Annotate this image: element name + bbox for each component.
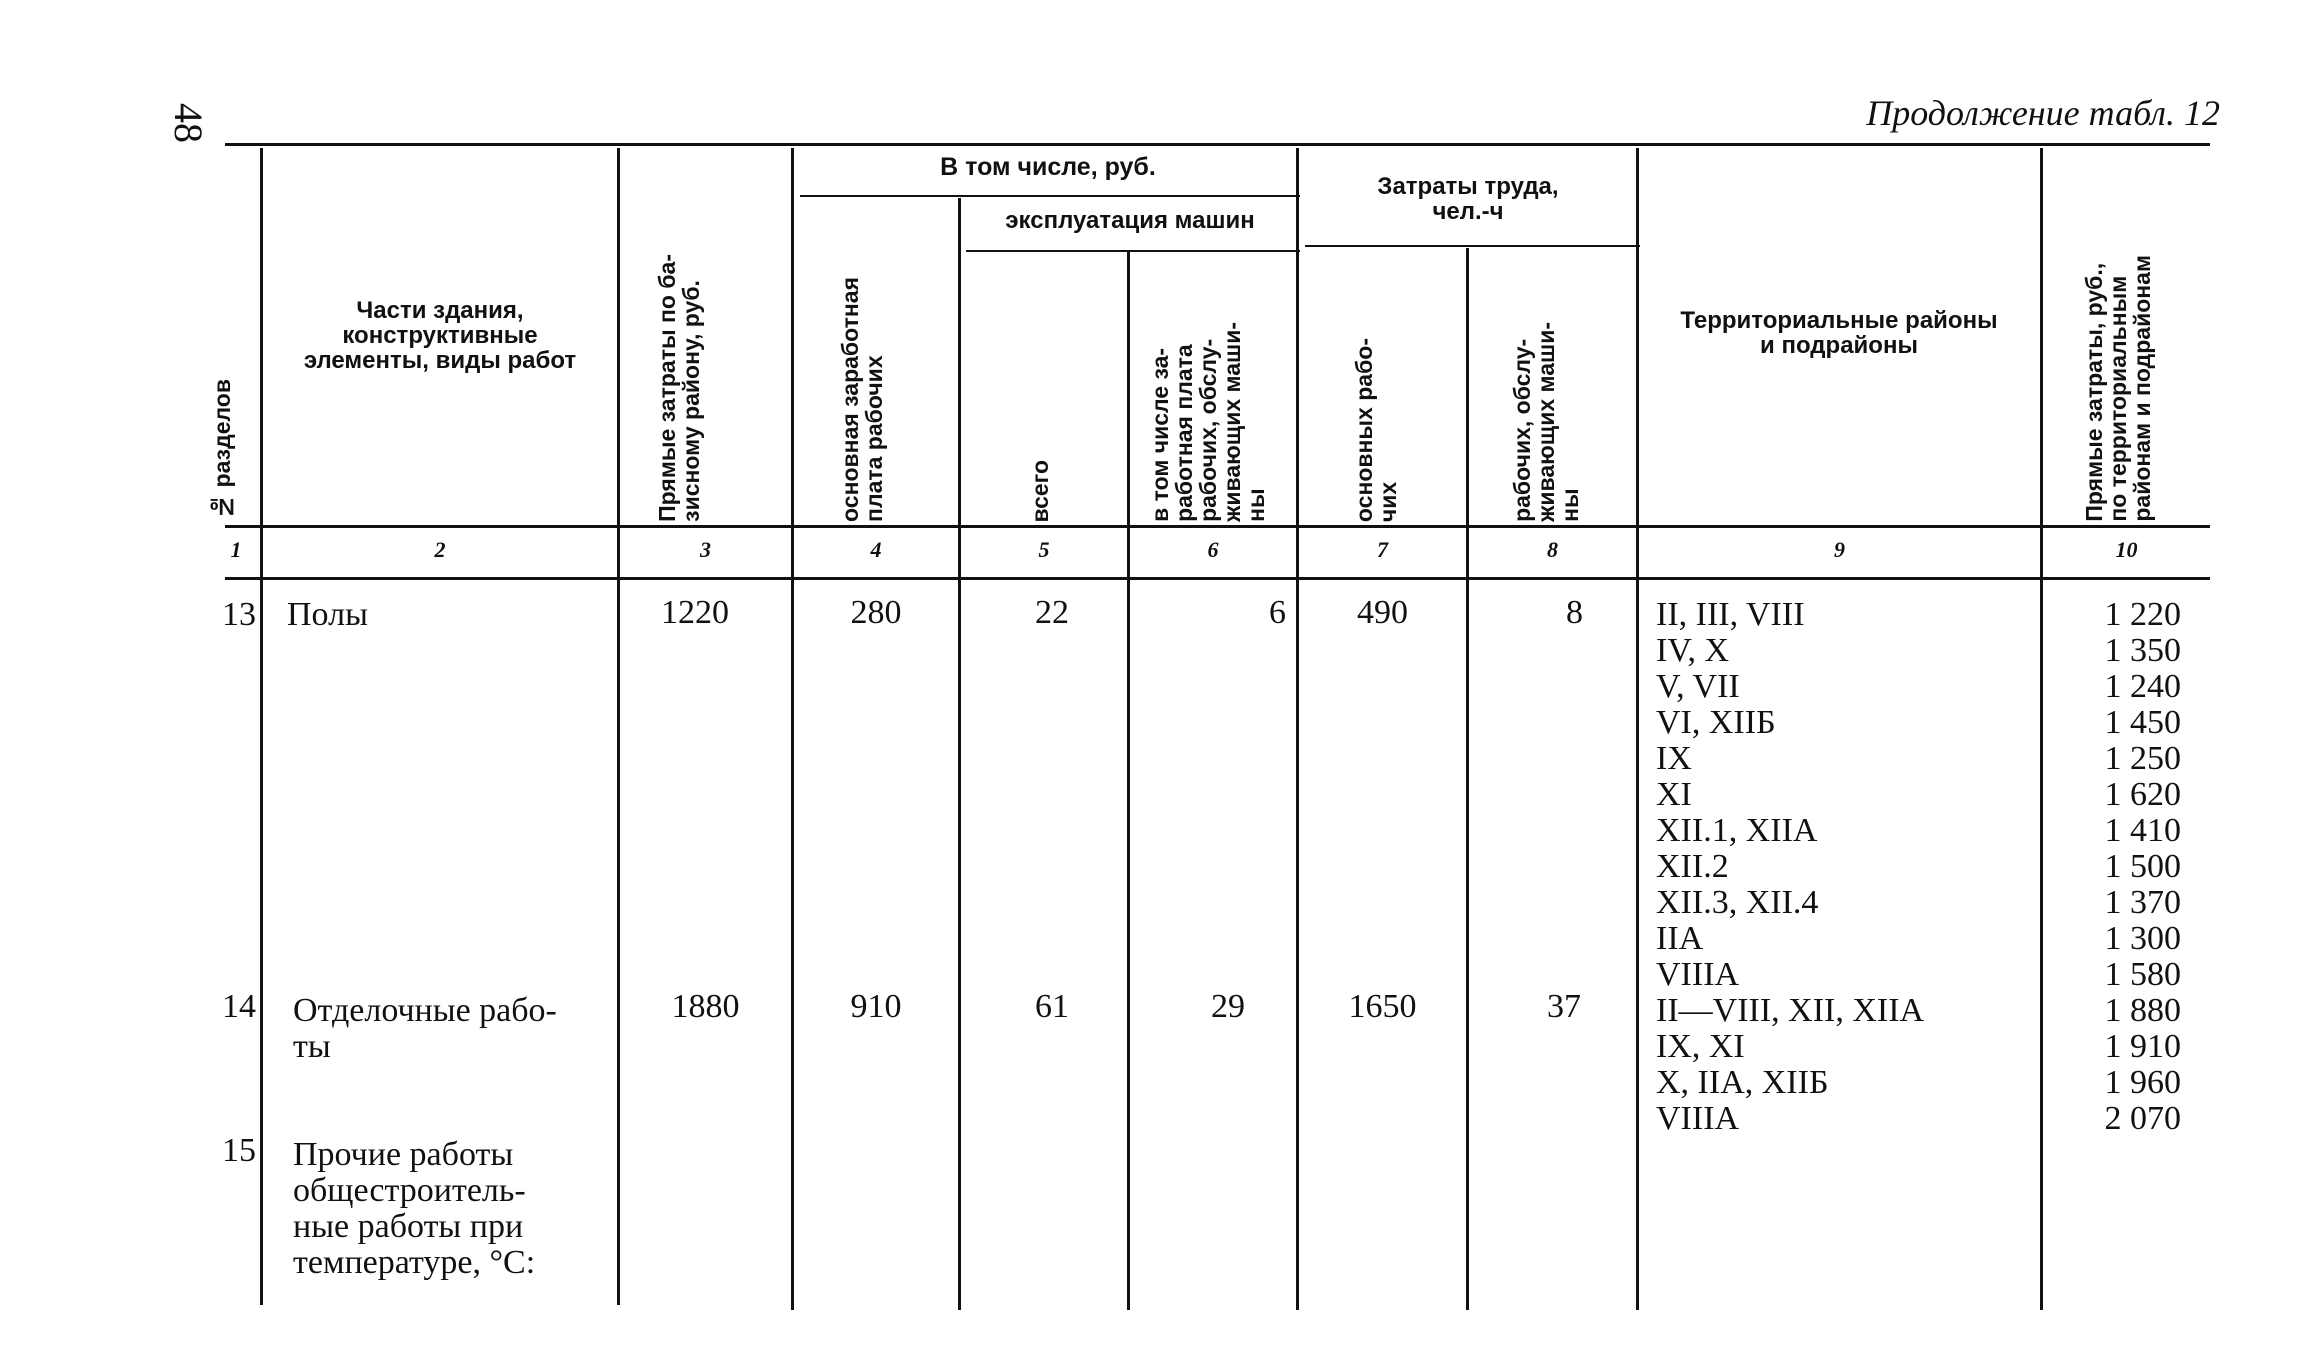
work-name: Отделочные рабо- ты bbox=[293, 992, 557, 1065]
region-item: VIIIА bbox=[1656, 1100, 1740, 1137]
column-number: 7 bbox=[1377, 537, 1388, 562]
region-item: VIIIА bbox=[1656, 956, 1740, 993]
direct-costs: 1220 bbox=[661, 594, 729, 631]
region-cost: 2 070 bbox=[2104, 1100, 2181, 1137]
labor-main: 1650 bbox=[1348, 988, 1417, 1025]
header-machines-total: всего bbox=[1027, 459, 1053, 522]
header-labor-machine: рабочих, обслу- живающих маши- ны bbox=[1509, 322, 1583, 522]
region-cost: 1 370 bbox=[2104, 884, 2181, 921]
region-item: IV, X bbox=[1656, 632, 1730, 669]
region-costs-list bbox=[2045, 597, 2181, 1137]
header-building-parts: Части здания, конструктивные элементы, виды работ bbox=[303, 297, 577, 374]
section-number: 13 bbox=[222, 596, 256, 633]
column-number: 6 bbox=[1207, 537, 1219, 562]
column-number: 1 bbox=[230, 537, 242, 562]
region-cost: 1 240 bbox=[2104, 668, 2181, 705]
region-cost: 1 960 bbox=[2104, 1064, 2181, 1101]
region-cost: 1 300 bbox=[2104, 920, 2181, 957]
machines-wages: 29 bbox=[1211, 988, 1245, 1025]
base-wages: 280 bbox=[850, 594, 902, 631]
region-cost: 1 620 bbox=[2104, 776, 2181, 813]
column-number: 5 bbox=[1038, 537, 1050, 562]
region-cost: 1 880 bbox=[2104, 992, 2181, 1029]
region-item: IIА bbox=[1656, 920, 1704, 957]
regions-list bbox=[1656, 597, 2036, 1137]
region-item: VI, XIIБ bbox=[1656, 704, 1776, 741]
region-cost: 1 500 bbox=[2104, 848, 2181, 885]
page-number: 48 bbox=[166, 103, 211, 143]
column-number: 2 bbox=[434, 537, 446, 562]
region-item: XI bbox=[1656, 776, 1692, 813]
direct-costs: 1880 bbox=[671, 988, 740, 1025]
column-number: 8 bbox=[1547, 537, 1558, 562]
work-name: Полы bbox=[287, 596, 368, 633]
region-item: II, III, VIII bbox=[1656, 596, 1805, 633]
region-item: V, VII bbox=[1656, 668, 1740, 705]
base-wages: 910 bbox=[850, 988, 902, 1025]
region-item: IX, XI bbox=[1656, 1028, 1745, 1065]
header-base-wages: основная заработная плата рабочих bbox=[837, 277, 887, 522]
column-number: 9 bbox=[1834, 537, 1845, 562]
section-number: 14 bbox=[222, 988, 256, 1025]
header-labor-group: Затраты труда, чел.-ч bbox=[1377, 173, 1559, 225]
section-number: 15 bbox=[222, 1132, 256, 1169]
region-cost: 1 350 bbox=[2104, 632, 2181, 669]
region-cost: 1 250 bbox=[2104, 740, 2181, 777]
region-cost: 1 220 bbox=[2104, 596, 2181, 633]
region-item: XII.1, XIIА bbox=[1656, 812, 1818, 849]
labor-machine: 8 bbox=[1566, 594, 1583, 631]
machines-wages: 6 bbox=[1269, 594, 1286, 631]
region-cost: 1 450 bbox=[2104, 704, 2181, 741]
header-machines-wages: в том числе за- работная плата рабочих, обслу- живающих маши- ны bbox=[1147, 322, 1269, 522]
column-number: 4 bbox=[870, 537, 882, 562]
header-direct-costs-base: Прямые затраты по ба- зисному району, руб. bbox=[654, 254, 704, 522]
header-labor-main: основных рабо- чих bbox=[1351, 337, 1401, 522]
region-item: XII.3, XII.4 bbox=[1656, 884, 1819, 921]
region-item: XII.2 bbox=[1656, 848, 1729, 885]
region-cost: 1 580 bbox=[2104, 956, 2181, 993]
table-continuation-title: Продолжение табл. 12 bbox=[1866, 93, 2220, 133]
labor-main: 490 bbox=[1357, 594, 1408, 631]
machines-total: 61 bbox=[1035, 988, 1069, 1025]
column-number: 10 bbox=[2115, 537, 2138, 562]
work-name: Прочие работы общестроитель- ные работы при температуре, °С: bbox=[293, 1136, 536, 1281]
region-cost: 1 910 bbox=[2104, 1028, 2181, 1065]
header-including-group: В том числе, руб. bbox=[940, 153, 1156, 181]
header-section-number: № разделов bbox=[209, 379, 235, 520]
column-number: 3 bbox=[700, 537, 711, 562]
machines-total: 22 bbox=[1035, 594, 1069, 631]
labor-machine: 37 bbox=[1547, 988, 1581, 1025]
region-item: II—VIII, XII, XIIА bbox=[1656, 992, 1925, 1029]
region-item: IX bbox=[1656, 740, 1692, 777]
header-regions: Территориальные районы и подрайоны bbox=[1680, 307, 1998, 359]
header-direct-costs-regions: Прямые затраты, руб., по территориальным районам и подрайонам bbox=[2081, 255, 2155, 522]
header-machines-group: эксплуатация машин bbox=[1005, 207, 1255, 234]
region-item: X, IIА, XIIБ bbox=[1656, 1064, 1829, 1101]
region-cost: 1 410 bbox=[2104, 812, 2181, 849]
